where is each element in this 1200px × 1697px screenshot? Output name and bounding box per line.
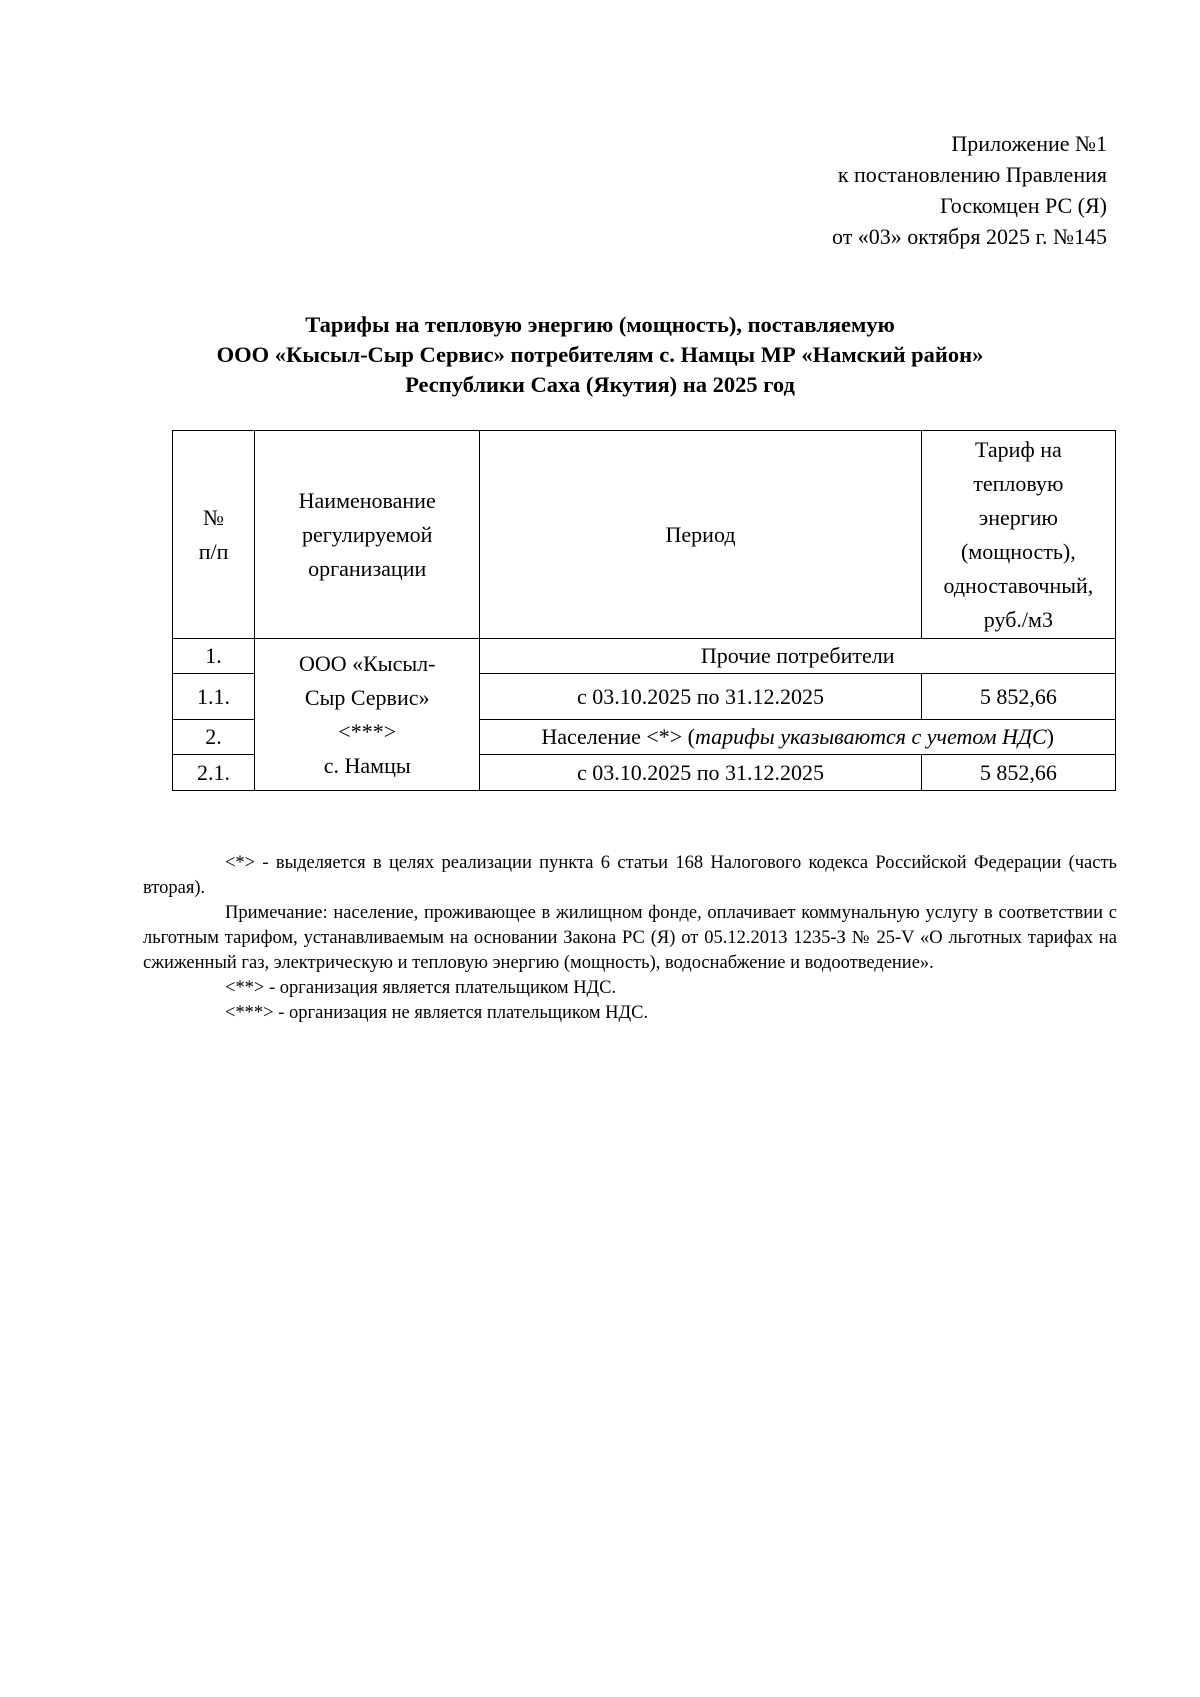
title-line-1: Тарифы на тепловую энергию (мощность), поставляемую (305, 312, 895, 337)
appendix-number: Приложение №1 (951, 131, 1107, 156)
title-line-2: ООО «Кысыл-Сыр Сервис» потребителям с. Намцы МР «Намский район» (216, 342, 984, 367)
header-num: № п/п (173, 431, 255, 639)
row-period: с 03.10.2025 по 31.12.2025 (480, 755, 921, 791)
row-num: 2. (173, 720, 255, 755)
row-num: 2.1. (173, 755, 255, 791)
appendix-date: от «03» октября 2025 г. №145 (831, 224, 1107, 249)
document-title (0, 310, 1200, 400)
footnote-vat-payer: <**> - организация является плательщиком НДС. (225, 978, 617, 998)
tariff-table (172, 430, 1116, 791)
appendix-authority: Госкомцен РС (Я) (940, 193, 1107, 218)
appendix-header (832, 128, 1107, 252)
footnote-population-note: Примечание: население, проживающее в жилищном фонде, оплачивает коммунальную услугу в соответствии с льготным тарифом, устанавливаемым на основании Закона РС (Я) от 05.12.2013 1235-З № 25-V «О льготных тарифах на сжиженный газ, электрическую и тепловую энергию (мощность), водоснабжение и водоотведение». (143, 903, 1117, 973)
row-tariff: 5 852,66 (921, 755, 1115, 791)
row-period: с 03.10.2025 по 31.12.2025 (480, 674, 921, 720)
header-tariff: Тариф на тепловую энергию (мощность), одноставочный, руб./м3 (921, 431, 1115, 639)
footnote-non-vat-payer: <***> - организация не является плательщиком НДС. (225, 1003, 649, 1023)
footnote-vat-allocation: <*> - выделяется в целях реализации пункта 6 статьи 168 Налогового кодекса Российской Федерации (часть вторая). (143, 853, 1117, 898)
table-row (173, 639, 1116, 674)
row-num: 1.1. (173, 674, 255, 720)
row-num: 1. (173, 639, 255, 674)
section-population: Население <*> (тарифы указываются с учетом НДС) (480, 720, 1116, 755)
section-other-consumers: Прочие потребители (480, 639, 1116, 674)
appendix-ref: к постановлению Правления (837, 162, 1107, 187)
footnotes (143, 851, 1117, 1026)
row-tariff: 5 852,66 (921, 674, 1115, 720)
header-period: Период (480, 431, 921, 639)
title-line-3: Республики Саха (Якутия) на 2025 год (405, 372, 795, 397)
table-header-row (173, 431, 1116, 639)
organization-cell: ООО «Кысыл- Сыр Сервис» <***> с. Намцы (255, 639, 480, 791)
header-org: Наименование регулируемой организации (255, 431, 480, 639)
